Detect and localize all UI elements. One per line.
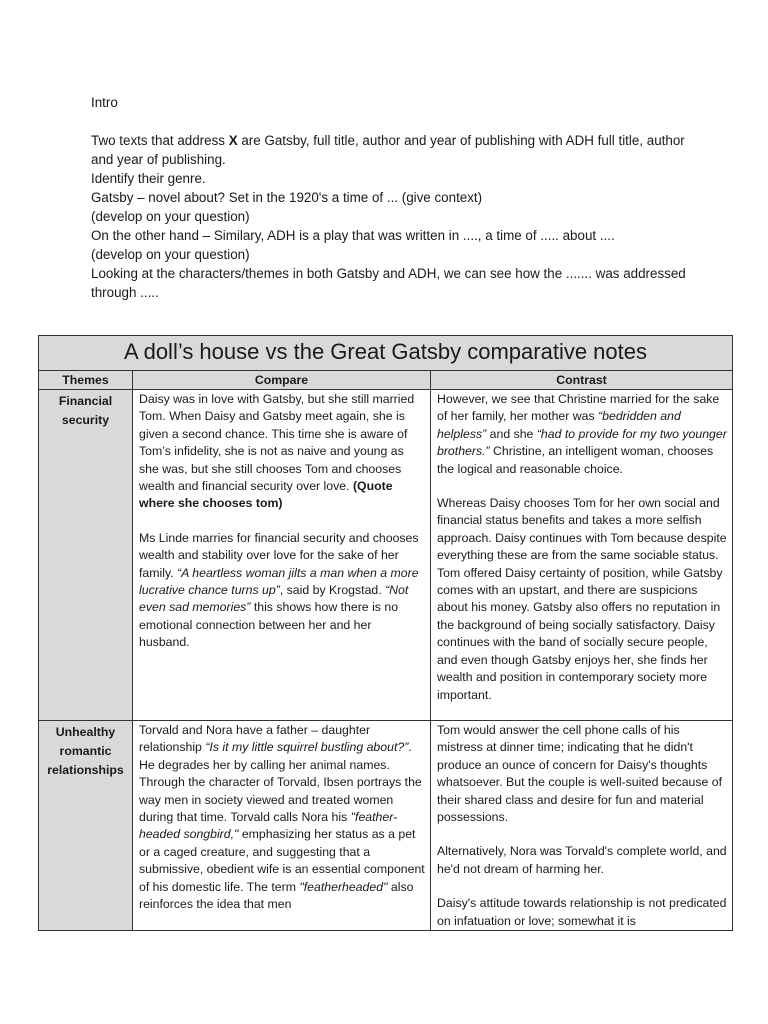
intro-line-looking: Looking at the characters/themes in both Gatsby and ADH, we can see how the ....... was addressed through ..... bbox=[91, 266, 686, 300]
compare-cell bbox=[133, 721, 431, 931]
theme-unhealthy-relationships: Unhealthy romantic relationships bbox=[39, 721, 133, 931]
header-contrast: Contrast bbox=[431, 371, 733, 390]
intro-text: Two texts that address bbox=[91, 133, 229, 148]
intro-topic-x: X bbox=[228, 133, 238, 148]
compare-paragraph bbox=[139, 722, 425, 774]
cell-text: Ms Linde marries for financial security and chooses wealth and stability over love for the sake of her family. bbox=[139, 530, 419, 580]
table-row bbox=[39, 390, 733, 721]
header-themes: Themes bbox=[39, 371, 133, 390]
intro-line-develop: (develop on your question) bbox=[91, 247, 250, 262]
intro-paragraph bbox=[91, 131, 691, 169]
cell-text: also reinforces the idea that men bbox=[139, 879, 414, 912]
intro-line-genre: Identify their genre. bbox=[91, 171, 206, 186]
spacer bbox=[139, 513, 425, 530]
cell-clip bbox=[139, 722, 425, 927]
cell-text: Through the character of Torvald, Ibsen portrays the way men in society viewed and treated women during that time. Torvald calls Nora his bbox=[139, 775, 422, 825]
cell-text: this shows how there is no emotional connection between her and her husband. bbox=[139, 600, 399, 650]
compare-cell bbox=[133, 390, 431, 721]
quote: "featherheaded" bbox=[299, 879, 388, 894]
spacer bbox=[437, 878, 727, 895]
spacer bbox=[437, 478, 727, 495]
contrast-paragraph: Daisy's attitude towards relationship is not predicated on infatuation or love; somewhat it is bbox=[437, 896, 727, 927]
cell-text: emphasizing her status as a pet or a caged creature, and suggesting that a submissive, obedient wife is an essential component of his domestic life. The term bbox=[139, 827, 425, 894]
cell-text: Torvald and Nora have a father – daughter relationship bbox=[139, 723, 371, 755]
quote: “A heartless woman jilts a man when a more lucrative chance turns up” bbox=[139, 565, 419, 598]
quote: “bedridden and helpless” bbox=[437, 409, 681, 441]
contrast-cell bbox=[431, 721, 733, 931]
cell-text: Christine, an intelligent woman, chooses the logical and reasonable choice. bbox=[437, 444, 714, 476]
cell-text: Daisy was in love with Gatsby, but she still married Tom. When Daisy and Gatsby meet again, she is given a second chance. This time she is aware of Tom’s infidelity, she is not as naive and young as she was, but she still chooses Tom and chooses wealth and financial security over love. bbox=[139, 392, 415, 494]
intro-heading: Intro bbox=[91, 95, 118, 110]
quote: "feather-headed songbird," bbox=[139, 810, 398, 842]
quote: “Is it my little squirrel bustling about?” bbox=[205, 740, 409, 755]
spacer bbox=[437, 826, 727, 843]
contrast-cell bbox=[431, 390, 733, 721]
header-compare: Compare bbox=[133, 371, 431, 390]
compare-paragraph bbox=[139, 774, 425, 913]
quote: “Not even sad memories” bbox=[139, 583, 409, 615]
cell-text: However, we see that Christine married for the sake of her family, her mother was bbox=[437, 392, 720, 424]
table-title: A doll’s house vs the Great Gatsby comparative notes bbox=[39, 336, 733, 371]
intro-line-adh: On the other hand – Similary, ADH is a play that was written in ...., a time of ..... about .... bbox=[91, 228, 615, 243]
compare-paragraph bbox=[139, 530, 425, 652]
compare-paragraph bbox=[139, 391, 425, 513]
contrast-paragraph bbox=[437, 391, 727, 478]
intro-section bbox=[91, 93, 691, 302]
quote: “had to provide for my two younger brothers.” bbox=[437, 426, 727, 459]
intro-text: are Gatsby, full title, author and year of publishing with ADH full title, author and year of publishing. bbox=[91, 133, 685, 167]
contrast-paragraph: Tom would answer the cell phone calls of his mistress at dinner time; indicating that he didn't produce an ounce of concern for Daisy's thoughts whatsoever. But the couple is well-suited because of their shared class and desire for fun and material possessions. bbox=[437, 723, 723, 825]
theme-financial-security: Financial security bbox=[39, 390, 133, 721]
table-row bbox=[39, 721, 733, 931]
cell-bold-note: (Quote where she chooses tom) bbox=[139, 479, 393, 511]
contrast-paragraph: Alternatively, Nora was Torvald's complete world, and he'd not dream of harming her. bbox=[437, 844, 727, 876]
cell-text: . He degrades her by calling her animal names. bbox=[139, 740, 412, 772]
spacer bbox=[91, 112, 691, 131]
cell-clip bbox=[437, 722, 727, 927]
contrast-paragraph: Whereas Daisy chooses Tom for her own social and financial status benefits and takes a more selfish approach. Daisy continues with Tom because despite everything these are from the same sociable status. Tom offered Daisy certainty of position, while Gatsby comes with an upstart, and there are suspicions about his money. Gatsby also offers no reputation in the background of being socially satisfactory. Daisy continues with the band of socially secure people, and even though Gatsby enjoys her, she finds her wealth and position in contemporary society more important. bbox=[437, 496, 727, 702]
cell-text: , said by Krogstad. bbox=[279, 583, 386, 598]
comparative-notes-table bbox=[38, 335, 733, 931]
cell-text: and she bbox=[486, 426, 537, 441]
intro-line-gatsby: Gatsby – novel about? Set in the 1920's a time of ... (give context) bbox=[91, 190, 483, 205]
intro-line-develop: (develop on your question) bbox=[91, 209, 250, 224]
